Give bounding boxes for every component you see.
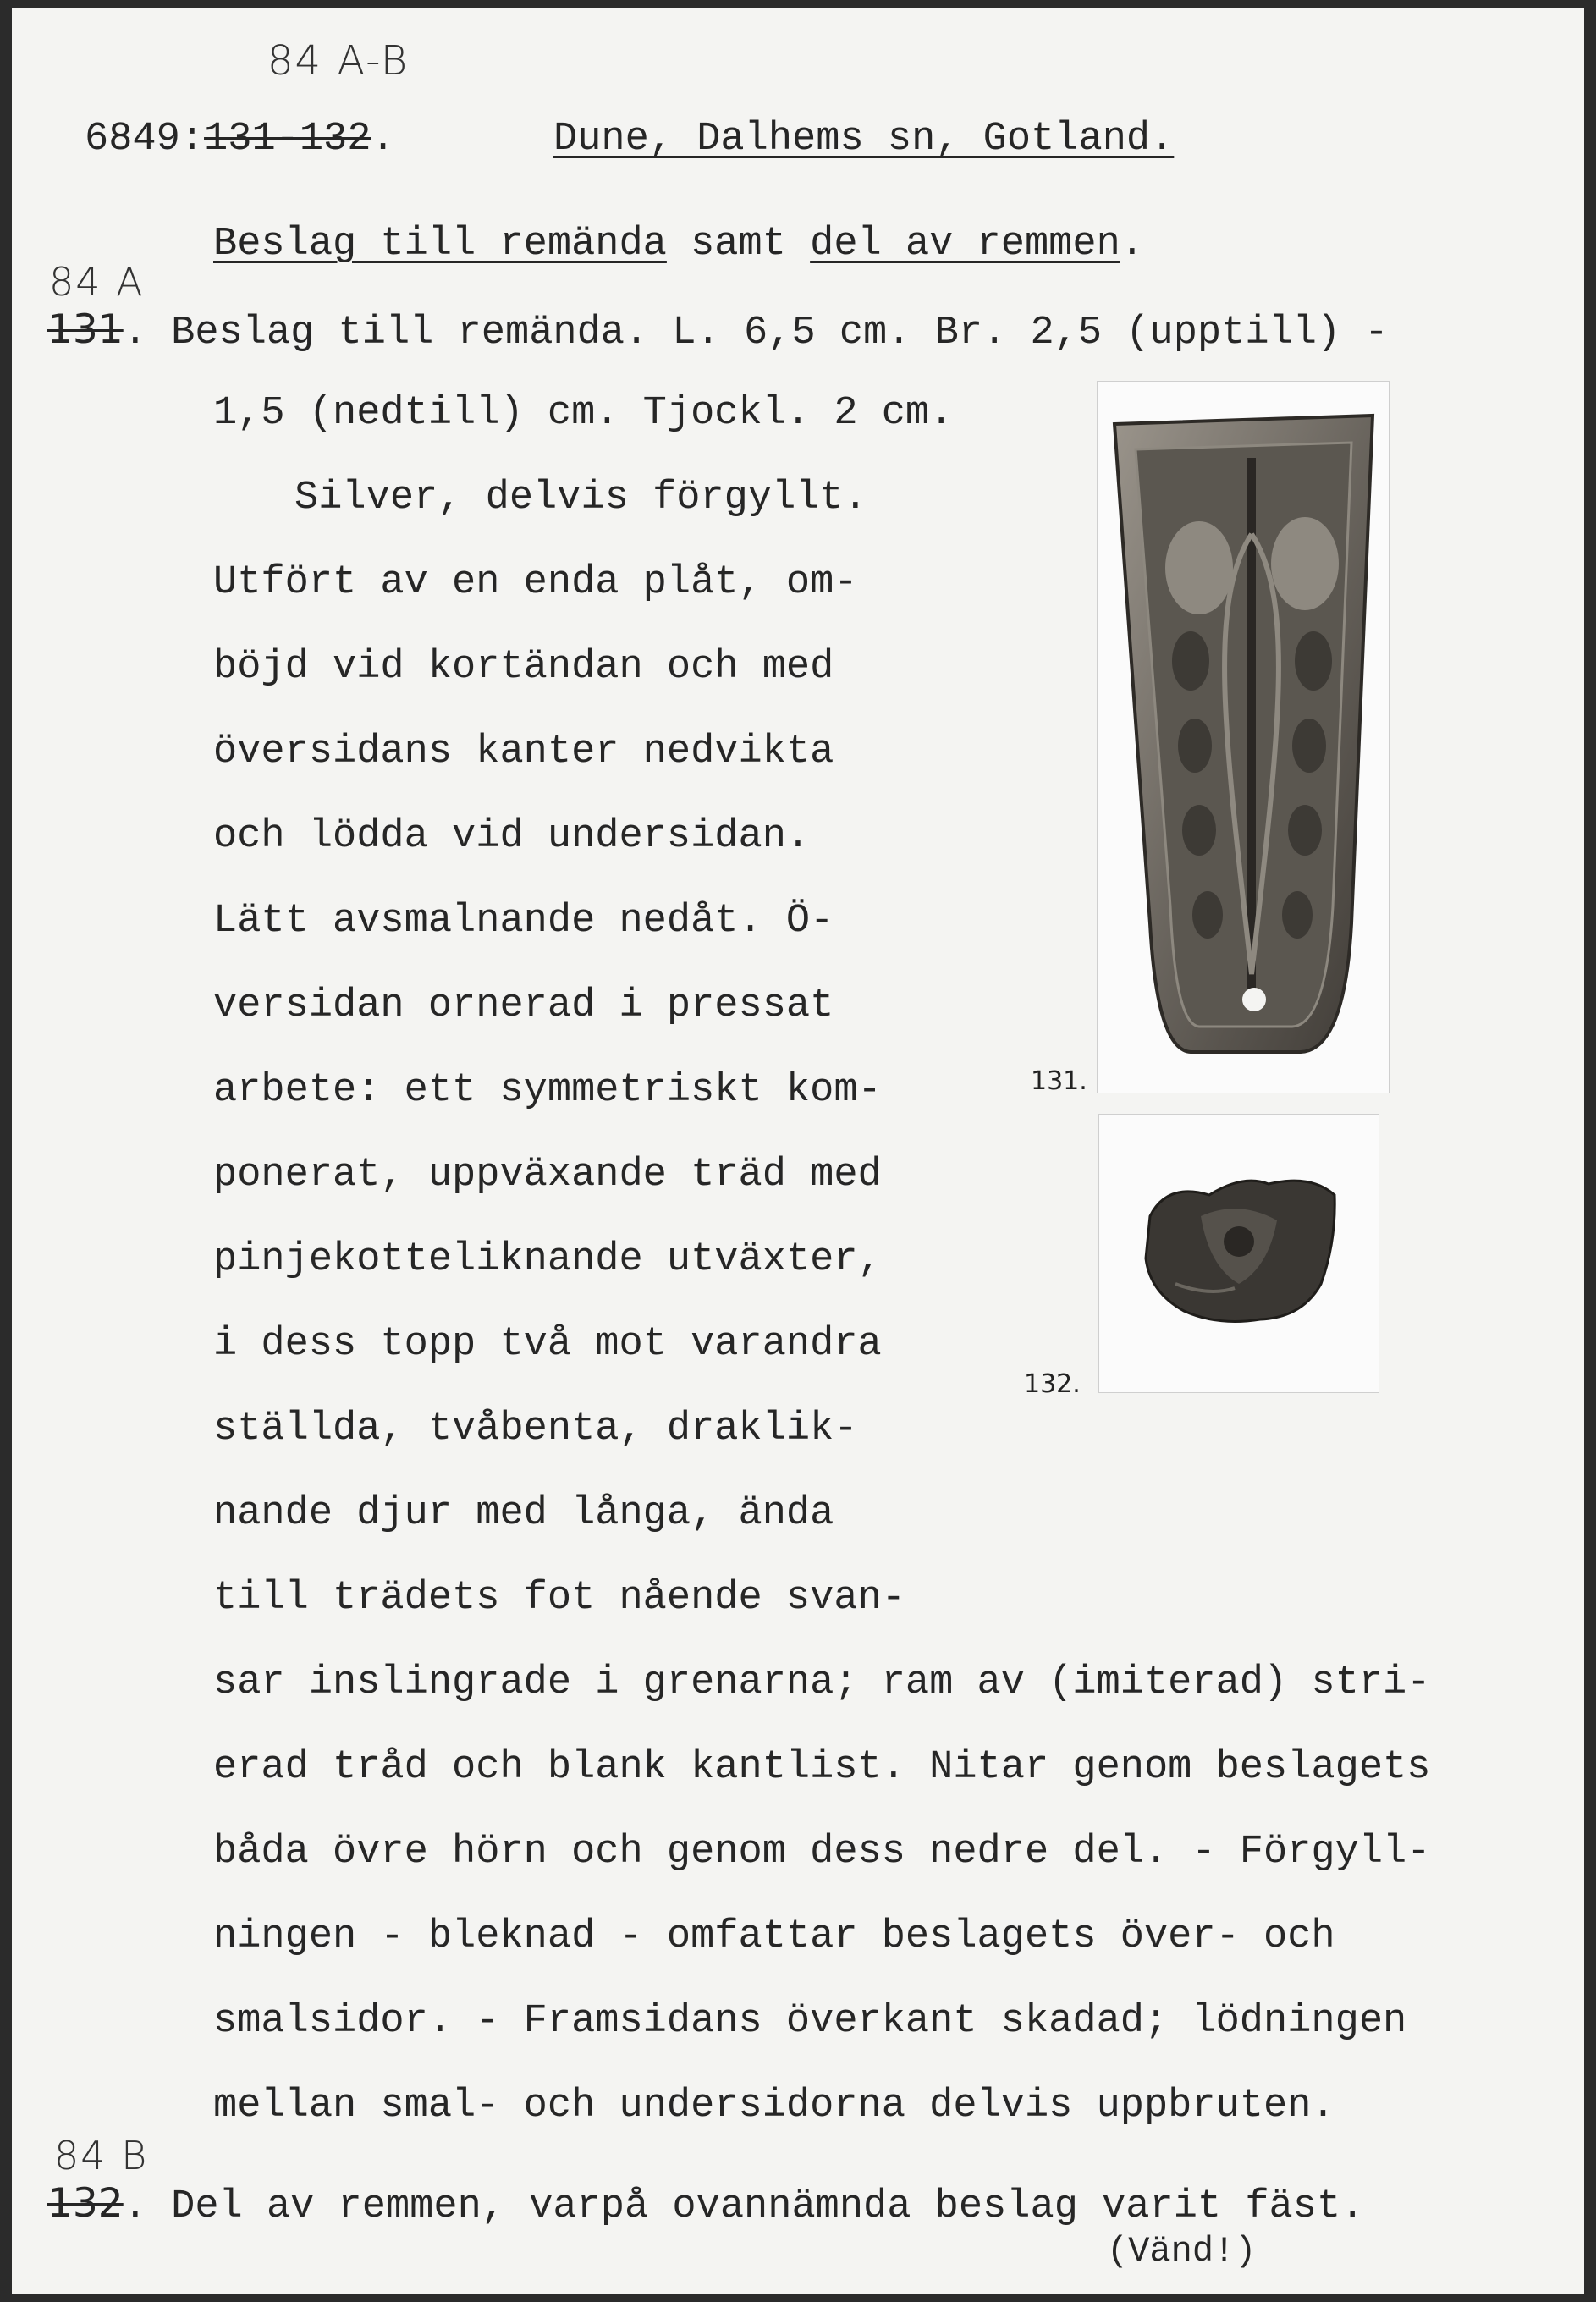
entry-131-line-19: båda övre hörn och genom dess nedre del. - Förgyll- xyxy=(213,1830,1431,1875)
entry-131-line-18: erad tråd och blank kantlist. Nitar genom beslagets xyxy=(213,1745,1431,1790)
entry-132-text: . Del av remmen, varpå ovannämnda beslag varit fäst. xyxy=(123,2184,1365,2229)
catalog-suffix: . xyxy=(371,117,395,162)
entry-131-line-15: nande djur med långa, ända xyxy=(213,1491,834,1536)
handwritten-label-a: 84 A xyxy=(49,259,145,305)
entry-131-line-8: Lätt avsmalnande nedåt. Ö- xyxy=(213,899,834,944)
title-part-3: del av remmen xyxy=(810,222,1120,267)
entry-131-line-22: mellan smal- och undersidorna delvis uppbruten. xyxy=(213,2084,1335,2129)
header-line xyxy=(85,117,395,162)
entry-131-line-12: pinjekotteliknande utväxter, xyxy=(213,1237,882,1282)
entry-131-line-5: böjd vid kortändan och med xyxy=(213,645,834,690)
entry-131-line-17: sar inslingrade i grenarna; ram av (imiterad) stri- xyxy=(213,1660,1431,1705)
title-part-4: . xyxy=(1120,222,1145,267)
entry-131-line-7: och lödda vid undersidan. xyxy=(213,814,811,859)
handwritten-label-b: 84 B xyxy=(54,2133,149,2178)
entry-131-line-4: Utfört av en enda plåt, om- xyxy=(213,560,858,605)
title-part-1: Beslag till remända xyxy=(213,222,667,267)
catalog-number-struck: 131-132 xyxy=(204,117,371,162)
photo-131 xyxy=(1097,381,1390,1093)
entry-131-line-3: Silver, delvis förgyllt. xyxy=(294,476,867,520)
strap-end-mount-image xyxy=(1098,382,1389,1093)
entry-131-line-21: smalsidor. - Framsidans överkant skadad; lödningen xyxy=(213,1999,1407,2044)
entry-132-number-struck: 132 xyxy=(47,2180,124,2227)
entry-131-line-10: arbete: ett symmetriskt kom- xyxy=(213,1068,882,1113)
entry-131-number-struck: 131 xyxy=(47,306,124,353)
entry-131-line-16: till trädets fot nående svan- xyxy=(213,1576,905,1621)
object-title xyxy=(213,222,1144,267)
entry-131-line-13: i dess topp två mot varandra xyxy=(213,1322,882,1367)
photo-132 xyxy=(1098,1114,1379,1393)
entry-131-line-2: 1,5 (nedtill) cm. Tjockl. 2 cm. xyxy=(213,391,954,436)
handwritten-catalog-number: 84 A-B xyxy=(267,37,410,85)
entry-131-line-20: ningen - bleknad - omfattar beslagets över- och xyxy=(213,1914,1335,1959)
find-location: Dune, Dalhems sn, Gotland. xyxy=(553,117,1175,162)
entry-131-line-14: ställda, tvåbenta, draklik- xyxy=(213,1407,858,1451)
strap-fragment-image xyxy=(1099,1115,1379,1392)
photo-132-label: 132. xyxy=(1024,1369,1081,1399)
turn-over-note: (Vänd!) xyxy=(1107,2231,1257,2272)
entry-132-line xyxy=(47,2180,1364,2229)
entry-131-line-1 xyxy=(47,306,1389,355)
catalog-prefix: 6849: xyxy=(85,117,205,162)
entry-131-line-6: översidans kanter nedvikta xyxy=(213,730,834,774)
entry-131-line-11: ponerat, uppväxande träd med xyxy=(213,1153,882,1198)
catalog-card xyxy=(12,8,1584,2294)
photo-131-label: 131. xyxy=(1031,1066,1087,1096)
entry-131-text-1: . Beslag till remända. L. 6,5 cm. Br. 2,5 (upptill) - xyxy=(123,311,1389,355)
entry-131-line-9: versidan ornerad i pressat xyxy=(213,983,834,1028)
title-part-2: samt xyxy=(666,222,811,267)
